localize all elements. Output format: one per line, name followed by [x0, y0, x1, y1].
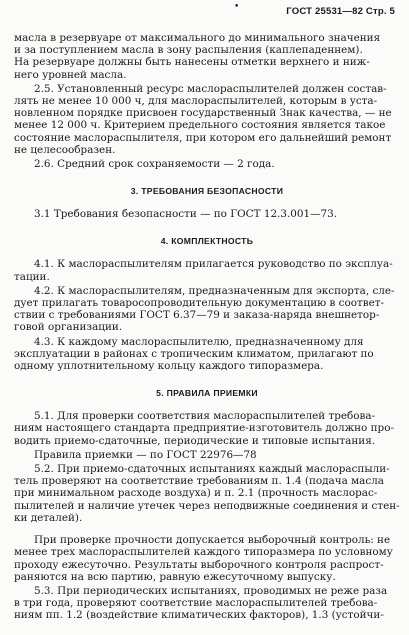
paragraph-4-2: 4.2. К маслораспылителям, предназначенным для экспорта, сле- дует прилагать товаросопроводительную документацию в соответ- ствии с требованиями ГОСТ 6.37—79 и заказа-наряда внешнетор- говой организации.	[14, 284, 395, 334]
paragraph-3-1: 3.1 Требования безопасности — по ГОСТ 12.3.001—73.	[34, 208, 338, 221]
section-heading-completeness: 4. КОМПЛЕКТНОСТЬ	[160, 236, 254, 247]
paragraph-5-2: 5.2. При приемо-сдаточных испытаниях каждый маслораспыли- тель проверяют на соответствие требованиям п. 1.4 (подача масла при минимальном расходе воздуха) и п. 2.1 (прочность маслорас- пылителей и наличие утечек через неподвижные соединения и стен- ки деталей).	[14, 463, 400, 524]
section-heading-safety: 3. ТРЕБОВАНИЯ БЕЗОПАСНОСТИ	[130, 186, 284, 197]
paragraph-4-1: 4.1. К маслораспылителям прилагается руководство по эксплуа- тации.	[14, 258, 393, 283]
page-header	[286, 6, 395, 17]
document-body	[14, 32, 400, 624]
paragraph-acceptance-rules: Правила приемки — по ГОСТ 22976—78	[34, 448, 257, 461]
paragraph-5-3: 5.3. При периодических испытаниях, проводимых не реже раза в три года, проверяют соответствие маслораспылителей требова- ниям пп. 1.2 (воздействие климатических факторов), 1.3 (устойчи-	[14, 584, 388, 622]
paragraph-gap	[14, 526, 400, 534]
paragraph-2-6: 2.6. Средний срок сохраняемости — 2 года.	[34, 158, 275, 171]
header-mark: •	[234, 2, 240, 12]
paragraph-continuation: масла в резервуаре от максимального до минимального значения и за поступлением масла в зону распыления (каплепаденнем). На резервуаре должны быть нанесены отметки верхнего и ниж- него уровней масла.	[14, 32, 381, 81]
paragraph-2-5: 2.5. Установленный ресурс маслораспылителей должен состав- лять не менее 10 000 ч, для маслораспылителей, которым в уста- новленном порядке присвоен государственный Знак качества, — не менее 12 000 ч. Критерием предельного состояния является такое состояние маслораспылителя, при котором его дальнейший ремонт не целесообразен.	[14, 82, 392, 156]
paragraph-4-3: 4.3. К каждому маслораспылителю, предназначенному для эксплуатации в районах с тропическим климатом, прилагают по одному уплотнительному кольцу каждого типоразмера.	[14, 335, 374, 373]
header-title: ГОСТ 25531—82 Стр. 5	[286, 6, 395, 17]
paragraph-5-1: 5.1. Для проверки соответствия маслораспылителей требова- ниям настоящего стандарта предприятие-изготовитель должно про- водить приемо-сдаточные, периодические и типовые испытания.	[14, 410, 394, 447]
section-heading-acceptance: 5. ПРАВИЛА ПРИЕМКИ	[156, 388, 258, 399]
paragraph-strength-check: При проверке прочности допускается выборочный контроль: не менее трех маслораспылителей каждого типоразмера по условному проходу ежесуточно. Результаты выборочного контроля распрост- раняются на всю партию, равную ежесуточному выпуску.	[14, 534, 393, 583]
